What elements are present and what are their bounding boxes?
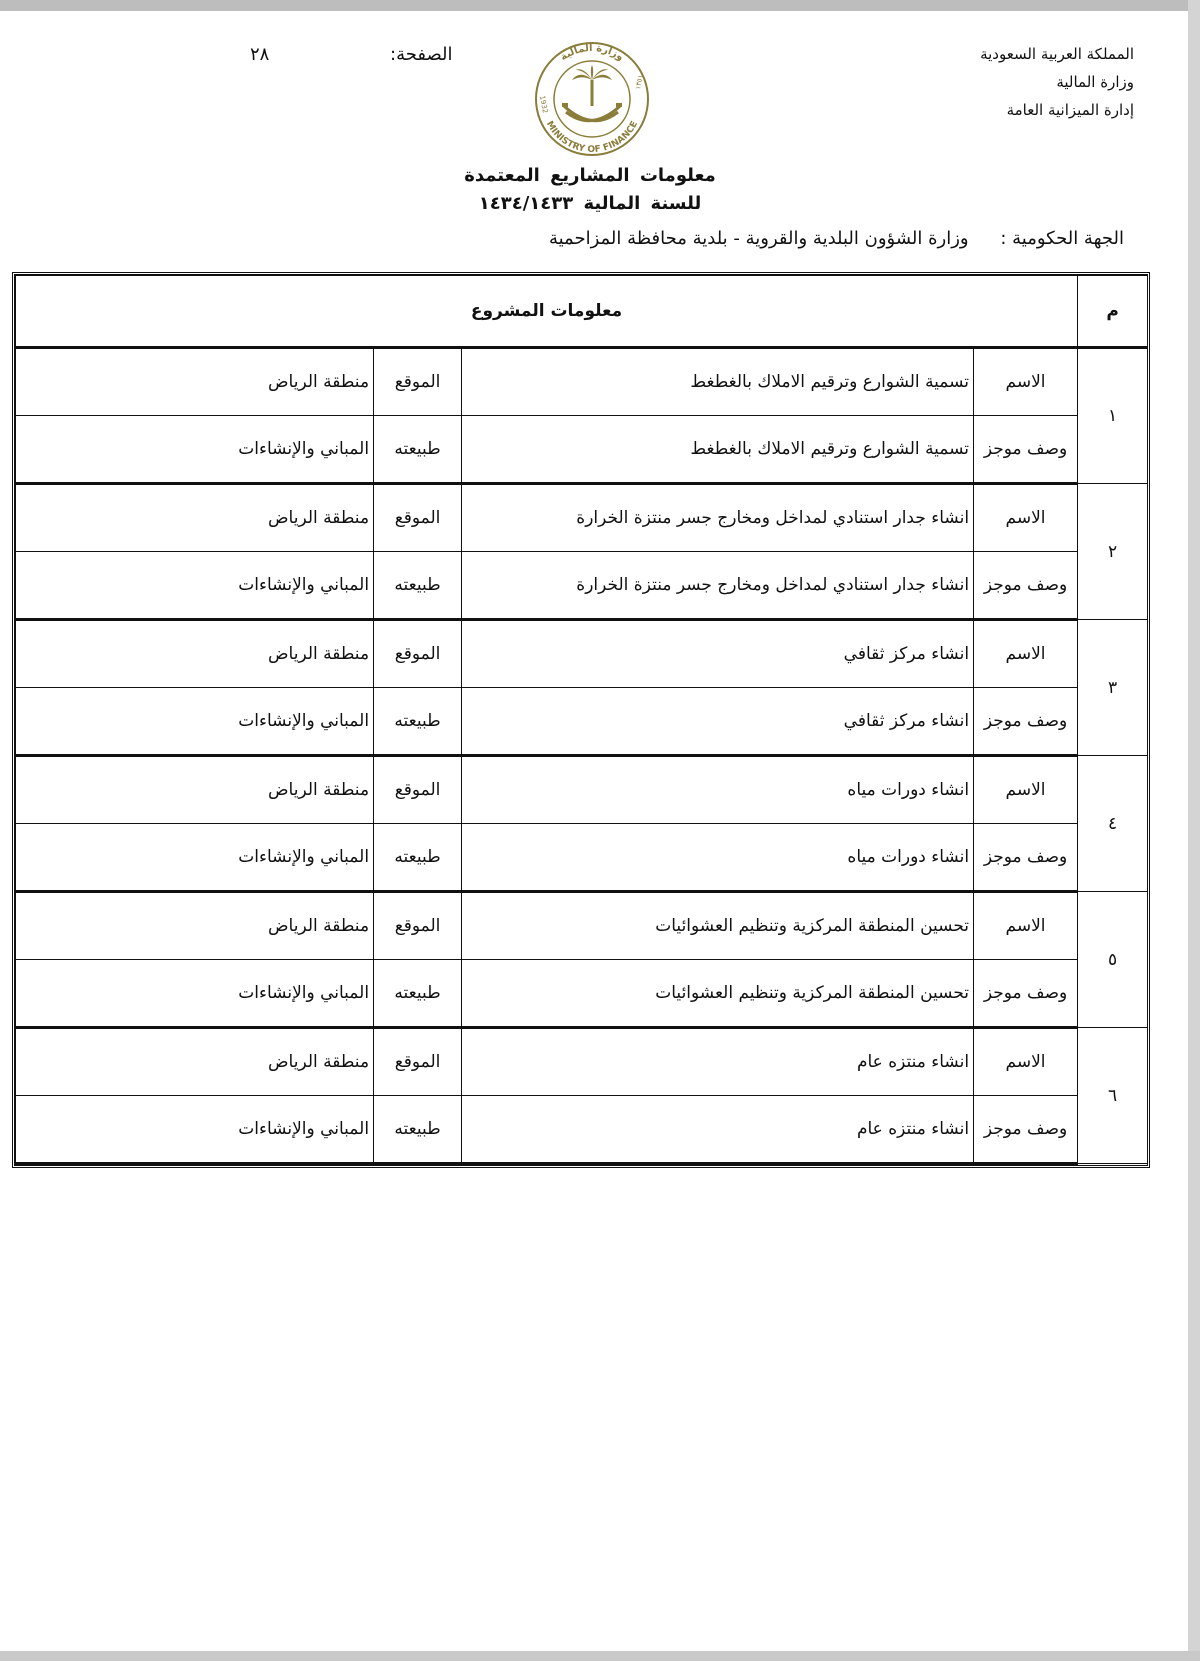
projects-table <box>15 275 1148 1165</box>
location-label: الموقع <box>374 756 462 824</box>
name-label: الاسم <box>974 484 1078 552</box>
table-row-brief <box>16 960 1148 1028</box>
project-number: ٢ <box>1078 484 1148 620</box>
table-row-brief <box>16 824 1148 892</box>
document-title <box>400 162 780 218</box>
location-label: الموقع <box>374 620 462 688</box>
table-row-brief <box>16 416 1148 484</box>
project-name: انشاء جدار استنادي لمداخل ومخارج جسر منتزة الخرارة <box>462 484 974 552</box>
brief-label: وصف موجز <box>974 1096 1078 1164</box>
table-row-name <box>16 620 1148 688</box>
ministry-seal-icon <box>524 40 660 158</box>
project-nature: المباني والإنشاءات <box>16 1096 374 1164</box>
project-location: منطقة الرياض <box>16 1028 374 1096</box>
name-label: الاسم <box>974 620 1078 688</box>
project-name: انشاء دورات مياه <box>462 756 974 824</box>
location-label: الموقع <box>374 348 462 416</box>
project-nature: المباني والإنشاءات <box>16 960 374 1028</box>
project-number: ٦ <box>1078 1028 1148 1164</box>
project-number: ٤ <box>1078 756 1148 892</box>
brief-label: وصف موجز <box>974 960 1078 1028</box>
project-name: تحسين المنطقة المركزية وتنظيم العشوائيات <box>462 892 974 960</box>
location-label: الموقع <box>374 1028 462 1096</box>
name-label: الاسم <box>974 1028 1078 1096</box>
brief-label: وصف موجز <box>974 688 1078 756</box>
project-location: منطقة الرياض <box>16 484 374 552</box>
ministry-name: وزارة المالية <box>1056 73 1134 91</box>
entity-value: وزارة الشؤون البلدية والقروية - بلدية محافظة المزاحمية <box>548 228 969 249</box>
project-number: ١ <box>1078 348 1148 484</box>
table-row-name <box>16 1028 1148 1096</box>
department-name: إدارة الميزانية العامة <box>1006 101 1134 119</box>
table-header-row <box>16 276 1148 348</box>
project-name: انشاء منتزه عام <box>462 1028 974 1096</box>
title-line-2: للسنة المالية ١٤٣٤/١٤٣٣ <box>478 193 702 214</box>
project-name: تسمية الشوارع وترقيم الاملاك بالغطغط <box>462 348 974 416</box>
seal-arabic-text: وزارة المالية <box>558 42 626 64</box>
nature-label: طبيعته <box>374 1096 462 1164</box>
project-brief: انشاء منتزه عام <box>462 1096 974 1164</box>
project-location: منطقة الرياض <box>16 756 374 824</box>
brief-label: وصف موجز <box>974 552 1078 620</box>
project-location: منطقة الرياض <box>16 348 374 416</box>
table-row-name <box>16 484 1148 552</box>
government-entity <box>549 228 1124 249</box>
table-row-brief <box>16 688 1148 756</box>
nature-label: طبيعته <box>374 824 462 892</box>
project-number: ٣ <box>1078 620 1148 756</box>
project-nature: المباني والإنشاءات <box>16 416 374 484</box>
column-header-project-info: معلومات المشروع <box>16 276 1078 348</box>
entity-label: الجهة الحكومية : <box>1000 228 1124 249</box>
project-brief: انشاء دورات مياه <box>462 824 974 892</box>
country-name: المملكة العربية السعودية <box>980 45 1134 63</box>
name-label: الاسم <box>974 756 1078 824</box>
table-row-name <box>16 348 1148 416</box>
table-row-name <box>16 892 1148 960</box>
project-name: انشاء مركز ثقافي <box>462 620 974 688</box>
project-nature: المباني والإنشاءات <box>16 824 374 892</box>
project-brief: تحسين المنطقة المركزية وتنظيم العشوائيات <box>462 960 974 1028</box>
table-row-brief <box>16 552 1148 620</box>
page-label: الصفحة: <box>390 44 453 65</box>
title-line-1: معلومات المشاريع المعتمدة <box>464 165 716 186</box>
seal-year-right: ١٣٥١ <box>634 74 645 91</box>
table-row-name <box>16 756 1148 824</box>
scan-margin-right <box>1188 0 1200 1661</box>
column-header-number: م <box>1078 276 1148 348</box>
project-nature: المباني والإنشاءات <box>16 688 374 756</box>
project-location: منطقة الرياض <box>16 620 374 688</box>
letterhead <box>980 40 1134 124</box>
table-row-brief <box>16 1096 1148 1164</box>
project-location: منطقة الرياض <box>16 892 374 960</box>
project-brief: انشاء جدار استنادي لمداخل ومخارج جسر منتزة الخرارة <box>462 552 974 620</box>
project-brief: تسمية الشوارع وترقيم الاملاك بالغطغط <box>462 416 974 484</box>
name-label: الاسم <box>974 348 1078 416</box>
seal-year-left: 1932 <box>538 94 550 114</box>
table-body <box>16 348 1148 1164</box>
scan-margin-bottom <box>0 1651 1200 1661</box>
name-label: الاسم <box>974 892 1078 960</box>
brief-label: وصف موجز <box>974 824 1078 892</box>
project-nature: المباني والإنشاءات <box>16 552 374 620</box>
location-label: الموقع <box>374 484 462 552</box>
location-label: الموقع <box>374 892 462 960</box>
nature-label: طبيعته <box>374 960 462 1028</box>
project-number: ٥ <box>1078 892 1148 1028</box>
svg-text:وزارة المالية <box>559 43 626 63</box>
projects-table-frame <box>12 272 1150 1168</box>
nature-label: طبيعته <box>374 688 462 756</box>
nature-label: طبيعته <box>374 416 462 484</box>
seal-english-text: MINISTRY OF FINANCE <box>543 119 641 156</box>
nature-label: طبيعته <box>374 552 462 620</box>
page-number: ٢٨ <box>250 44 270 65</box>
project-brief: انشاء مركز ثقافي <box>462 688 974 756</box>
brief-label: وصف موجز <box>974 416 1078 484</box>
